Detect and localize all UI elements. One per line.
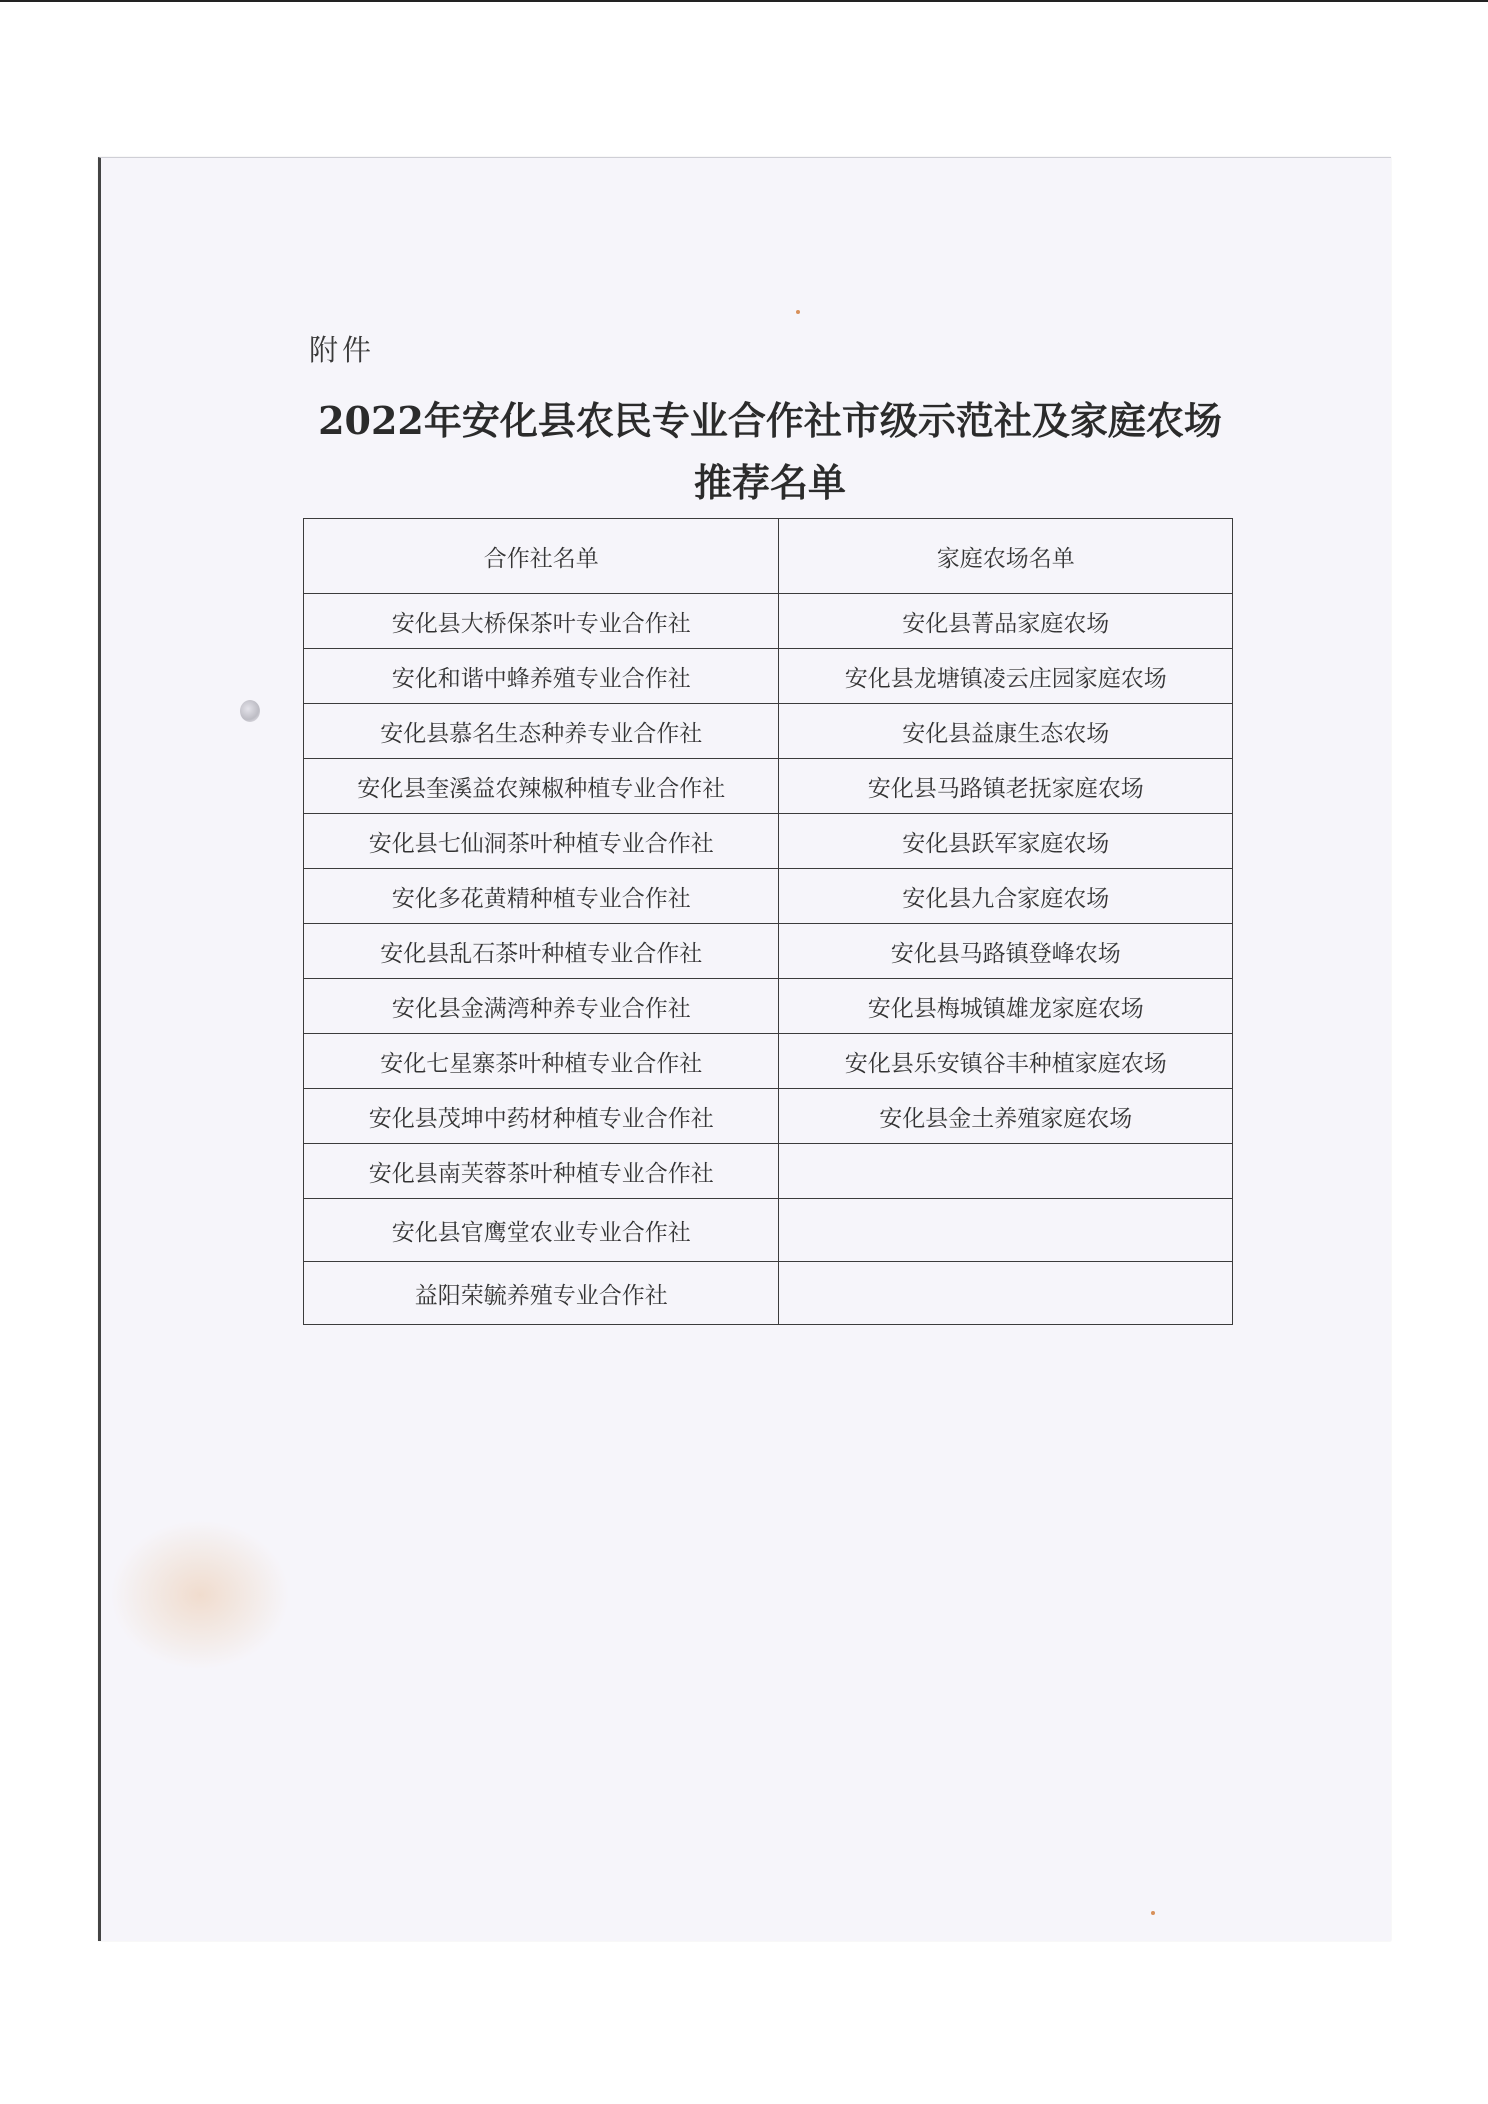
header-family-farms: 家庭农场名单 [779, 519, 1233, 594]
cooperative-cell: 安化七星寨茶叶种植专业合作社 [304, 1034, 779, 1089]
cooperative-cell: 安化县金满湾种养专业合作社 [304, 979, 779, 1034]
table-row [304, 1034, 1233, 1089]
table-header-row [304, 519, 1233, 594]
table-row [304, 924, 1233, 979]
family-farm-cell: 安化县跃军家庭农场 [779, 814, 1233, 869]
cooperative-cell: 安化和谐中蜂养殖专业合作社 [304, 649, 779, 704]
recommendation-table [303, 518, 1233, 1325]
header-cooperatives: 合作社名单 [304, 519, 779, 594]
speck [796, 310, 800, 314]
family-farm-cell: 安化县菁品家庭农场 [779, 594, 1233, 649]
table-row [304, 1199, 1233, 1262]
family-farm-cell: 安化县龙塘镇凌云庄园家庭农场 [779, 649, 1233, 704]
family-farm-cell: 安化县梅城镇雄龙家庭农场 [779, 979, 1233, 1034]
cooperative-cell: 安化县官鹰堂农业专业合作社 [304, 1199, 779, 1262]
table-row [304, 704, 1233, 759]
speck [1151, 1911, 1155, 1915]
family-farm-cell [779, 1199, 1233, 1262]
family-farm-cell: 安化县益康生态农场 [779, 704, 1233, 759]
cooperative-cell: 安化县奎溪益农辣椒种植专业合作社 [304, 759, 779, 814]
family-farm-cell: 安化县九合家庭农场 [779, 869, 1233, 924]
table-row [304, 1089, 1233, 1144]
attachment-label: 附件 [309, 333, 376, 367]
family-farm-cell: 安化县马路镇登峰农场 [779, 924, 1233, 979]
punch-hole [240, 700, 260, 722]
title-line-1: 2022年安化县农民专业合作社市级示范社及家庭农场 [318, 398, 1222, 443]
title-line-2: 推荐名单 [693, 460, 846, 505]
table-row [304, 1262, 1233, 1325]
table-row [304, 594, 1233, 649]
table-row [304, 759, 1233, 814]
paper-stain [110, 1520, 290, 1670]
table-row [304, 649, 1233, 704]
family-farm-cell [779, 1262, 1233, 1325]
family-farm-cell: 安化县乐安镇谷丰种植家庭农场 [779, 1034, 1233, 1089]
family-farm-cell: 安化县马路镇老抚家庭农场 [779, 759, 1233, 814]
cooperative-cell: 安化县大桥保茶叶专业合作社 [304, 594, 779, 649]
scan-top-edge [0, 0, 1488, 2]
table-row [304, 814, 1233, 869]
cooperative-cell: 安化县七仙洞茶叶种植专业合作社 [304, 814, 779, 869]
table-row [304, 1144, 1233, 1199]
family-farm-cell [779, 1144, 1233, 1199]
table-row [304, 979, 1233, 1034]
cooperative-cell: 安化县慕名生态种养专业合作社 [304, 704, 779, 759]
cooperative-cell: 安化多花黄精种植专业合作社 [304, 869, 779, 924]
cooperative-cell: 益阳荣毓养殖专业合作社 [304, 1262, 779, 1325]
cooperative-cell: 安化县茂坤中药材种植专业合作社 [304, 1089, 779, 1144]
family-farm-cell: 安化县金土养殖家庭农场 [779, 1089, 1233, 1144]
cooperative-cell: 安化县南芙蓉茶叶种植专业合作社 [304, 1144, 779, 1199]
table-row [304, 869, 1233, 924]
document-title [300, 390, 1240, 514]
cooperative-cell: 安化县乱石茶叶种植专业合作社 [304, 924, 779, 979]
